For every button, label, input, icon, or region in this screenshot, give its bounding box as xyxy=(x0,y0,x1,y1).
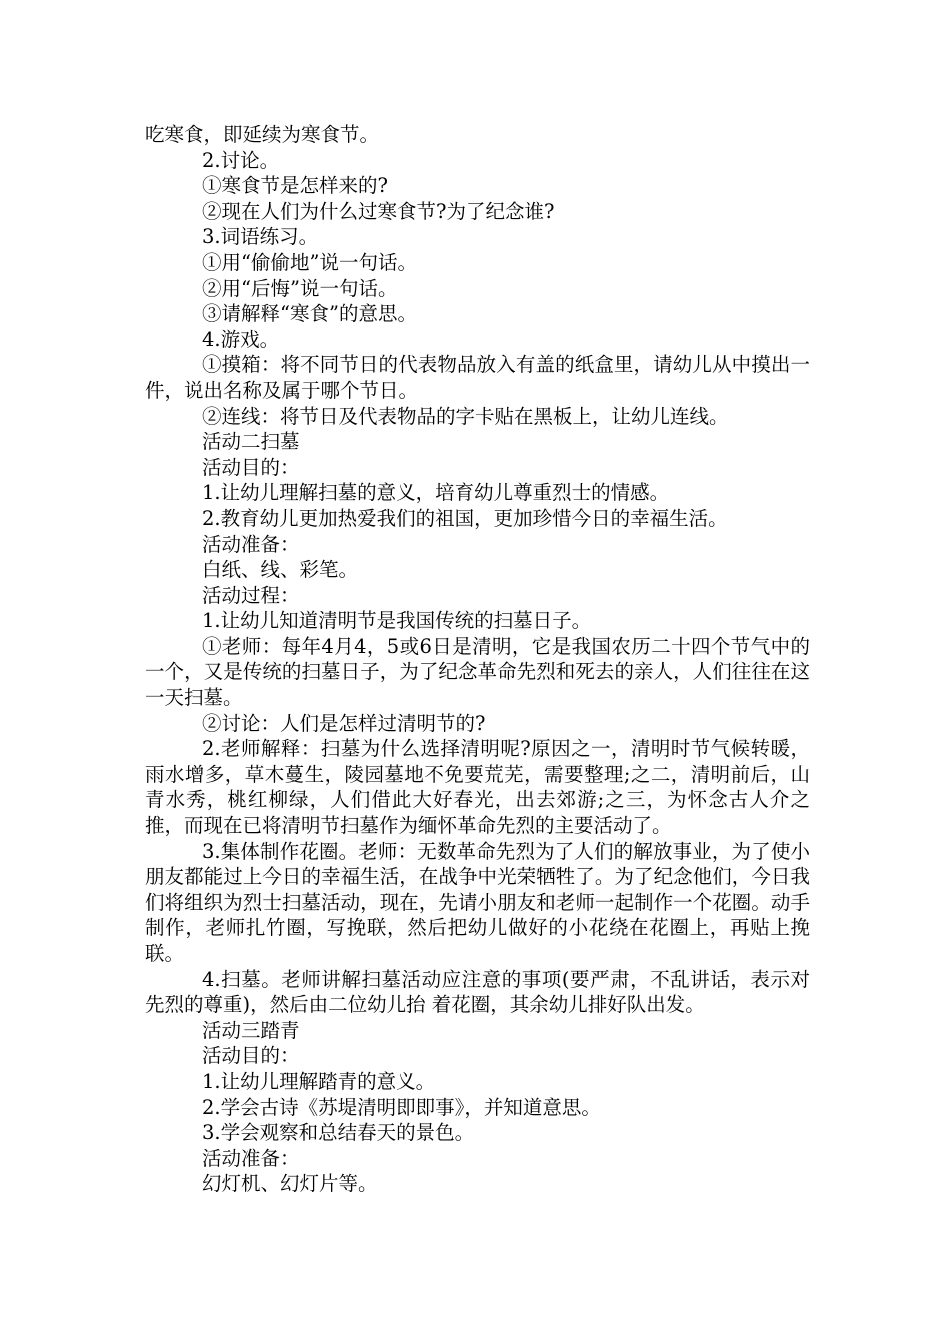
paragraph: 活动目的： xyxy=(202,1044,300,1068)
paragraph: ②用“后悔”说一句话。 xyxy=(202,276,398,300)
paragraph: 3.集体制作花圈。老师：无数革命先烈为了人们的解放事业，为了使小朋友都能过上今日的幸福生活，在战争中光荣牺牲了。为了纪念他们，今日我们将组织为烈士扫墓活动，现在，先请小朋友和老师一起制作一个花圈。动手制作，老师扎竹圈，写挽联，然后把幼儿做好的小花绕在花圈上，再贴上挽联。 xyxy=(145,839,810,965)
paragraph: 2.老师解释：扫墓为什么选择清明呢?原因之一，清明时节气候转暖，雨水增多，草木蔓生，陵园墓地不免要荒芜，需要整理;之二，清明前后，山青水秀，桃红柳绿，人们借此大好春光，出去郊游;之三，为怀念古人介之推，而现在已将清明节扫墓作为缅怀革命先烈的主要活动了。 xyxy=(145,737,810,838)
paragraph: ①用“偷偷地”说一句话。 xyxy=(202,250,417,274)
paragraph: 吃寒食，即延续为寒食节。 xyxy=(145,123,380,146)
paragraph: 1.让幼儿理解踏青的意义。 xyxy=(202,1069,436,1093)
paragraph: ①老师：每年4月4，5或6日是清明，它是我国农历二十四个节气中的一个，又是传统的扫墓日子，为了纪念革命先烈和死去的亲人，人们往往在这一天扫墓。 xyxy=(145,634,810,710)
paragraph: 活动目的： xyxy=(202,455,300,479)
paragraph: 2.讨论。 xyxy=(202,148,280,172)
paragraph: 3.词语练习。 xyxy=(202,225,319,249)
paragraph: ②讨论：人们是怎样过清明节的? xyxy=(202,711,486,735)
paragraph: ①摸箱：将不同节日的代表物品放入有盖的纸盒里，请幼儿从中摸出一件，说出名称及属于哪个节日。 xyxy=(145,353,810,402)
paragraph: ②现在人们为什么过寒食节?为了纪念谁? xyxy=(202,199,555,223)
section-heading: 活动三踏青 xyxy=(202,1018,300,1042)
paragraph: 活动过程： xyxy=(202,583,300,607)
paragraph: 2.学会古诗《苏堤清明即即事》，并知道意思。 xyxy=(202,1095,601,1119)
document-body xyxy=(145,122,810,1197)
paragraph: 幻灯机、幻灯片等。 xyxy=(202,1172,378,1196)
paragraph: ②连线：将节日及代表物品的字卡贴在黑板上，让幼儿连线。 xyxy=(202,404,729,428)
section-heading: 活动二扫墓 xyxy=(202,430,300,454)
paragraph: 1.让幼儿知道清明节是我国传统的扫墓日子。 xyxy=(202,609,592,633)
paragraph: 白纸、线、彩笔。 xyxy=(202,558,359,582)
paragraph: 活动准备： xyxy=(202,532,300,556)
paragraph: 3.学会观察和总结春天的景色。 xyxy=(202,1121,475,1145)
paragraph: ③请解释“寒食”的意思。 xyxy=(202,302,417,326)
paragraph: 2.教育幼儿更加热爱我们的祖国，更加珍惜今日的幸福生活。 xyxy=(202,506,728,530)
paragraph: 4.扫墓。老师讲解扫墓活动应注意的事项(要严肃，不乱讲话，表示对先烈的尊重)，然后由二位幼儿抬 着花圈，其余幼儿排好队出发。 xyxy=(145,967,810,1017)
paragraph: 活动准备： xyxy=(202,1146,300,1170)
paragraph: 1.让幼儿理解扫墓的意义，培育幼儿尊重烈士的情感。 xyxy=(202,481,670,505)
paragraph: 4.游戏。 xyxy=(202,327,280,351)
paragraph: ①寒食节是怎样来的? xyxy=(202,174,388,198)
